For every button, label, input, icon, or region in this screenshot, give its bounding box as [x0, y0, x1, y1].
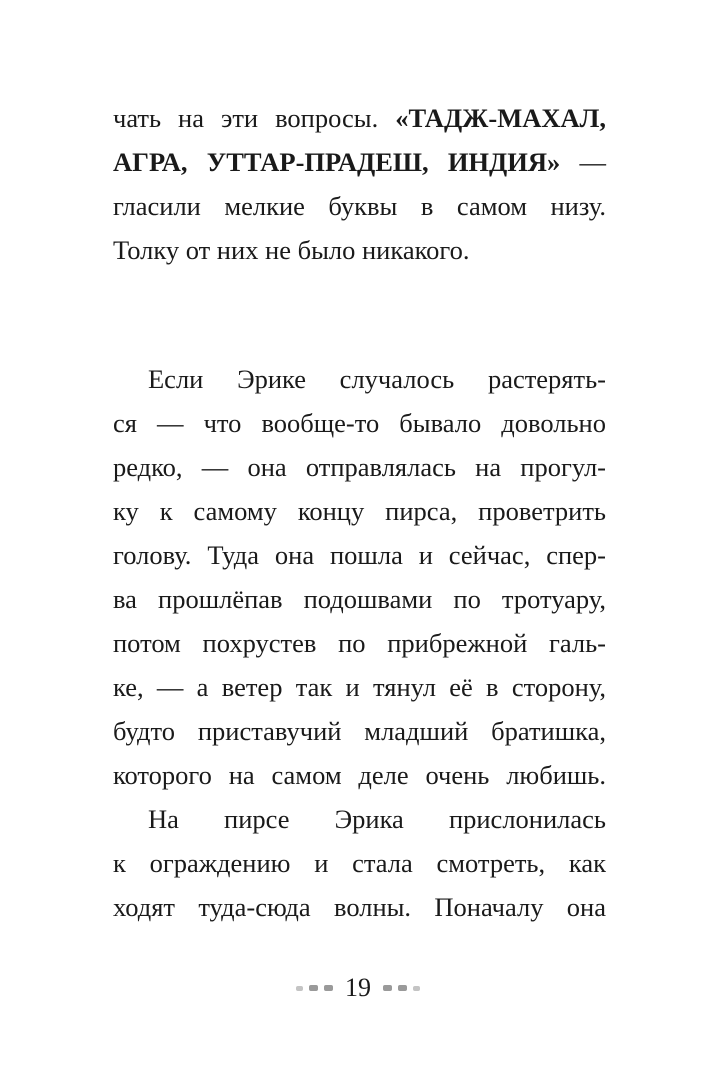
text-line: Если Эрике случалось растерять- — [148, 364, 606, 394]
text-line — [113, 96, 606, 140]
text-line: голову. Туда она пошла и сейчас, спер- — [113, 540, 606, 570]
text-line: ке, — а ветер так и тянул её в сторону, — [113, 672, 606, 702]
page-footer — [0, 968, 716, 1008]
text-bold: АГРА, УТТАР-ПРАДЕШ, ИНДИЯ» — [113, 147, 561, 177]
text-line: ся — что вообще-то бывало довольно — [113, 408, 606, 438]
text-line: будто приставучий младший братишка, — [113, 716, 606, 746]
text-line: ку к самому концу пирса, проветрить — [113, 496, 606, 526]
right-ornament — [383, 985, 420, 991]
ornament-dot-icon — [383, 985, 392, 991]
text-line: редко, — она отправлялась на прогул- — [113, 452, 606, 482]
page-number: 19 — [345, 973, 371, 1002]
text-line: которого на самом деле очень любишь. — [113, 760, 606, 790]
text-plain: чать на эти вопросы. — [113, 103, 396, 133]
ornament-dot-icon — [398, 985, 407, 991]
text-bold: «ТАДЖ-МАХАЛ, — [395, 103, 606, 133]
text-line: потом похрустев по прибрежной галь- — [113, 628, 606, 658]
text-line: Толку от них не было никакого. — [113, 235, 470, 265]
text-line: ходят туда-сюда волны. Поначалу она — [113, 892, 606, 922]
ornament-dot-icon — [413, 986, 420, 991]
left-ornament — [296, 985, 333, 991]
text-line: ва прошлёпав подошвами по тротуару, — [113, 584, 606, 614]
ornament-dot-icon — [324, 985, 333, 991]
text-line: к ограждению и стала смотреть, как — [113, 848, 606, 878]
text-line — [113, 140, 606, 184]
text-line: На пирсе Эрика прислонилась — [148, 804, 606, 834]
ornament-dot-icon — [309, 985, 318, 991]
text-line: гласили мелкие буквы в самом низу. — [113, 191, 606, 221]
ornament-dot-icon — [296, 986, 303, 991]
text-plain: — — [560, 147, 607, 177]
